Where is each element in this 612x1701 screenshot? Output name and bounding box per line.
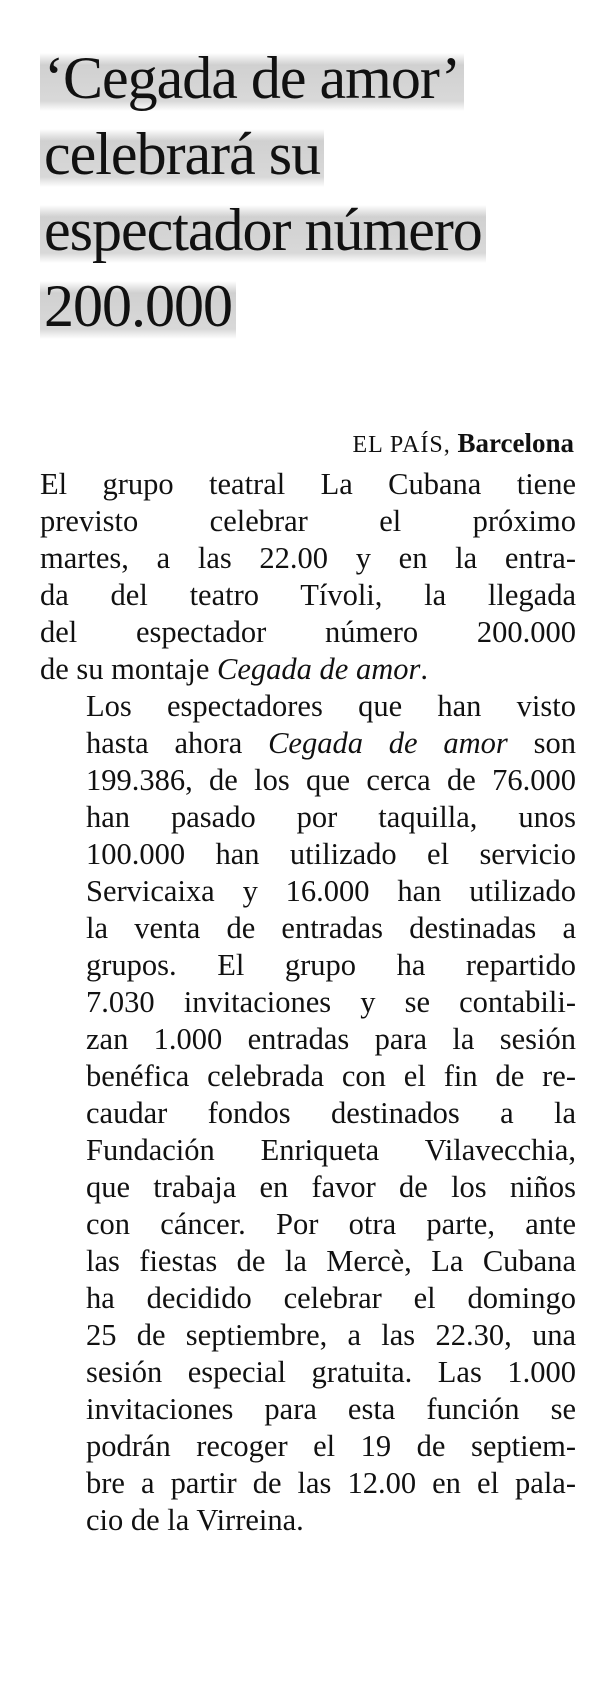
- text-segment: .: [420, 652, 428, 686]
- text-segment: hasta ahora: [86, 726, 269, 760]
- text-line: podrán recoger el 19 de septiem-: [86, 1429, 576, 1463]
- text-segment: de su montaje: [40, 652, 218, 686]
- text-line: [40, 651, 576, 688]
- text-line: sesión especial gratuita. Las 1.000: [86, 1355, 576, 1389]
- text-line: previsto celebrar el próximo: [40, 504, 576, 538]
- headline-line: celebrará su: [40, 116, 560, 192]
- text-line: bre a partir de las 12.00 en el pala-: [86, 1466, 576, 1500]
- text-line: Servicaixa y 16.000 han utilizado: [86, 874, 576, 908]
- article-byline: [353, 426, 575, 462]
- paragraph-2: [40, 688, 576, 1539]
- text-line: grupos. El grupo ha repartido: [86, 948, 576, 982]
- byline-source: EL PAÍS,: [352, 432, 451, 458]
- text-line: que trabaja en favor de los niños: [86, 1170, 576, 1204]
- text-line: ha decidido celebrar el domingo: [86, 1281, 576, 1315]
- text-line: zan 1.000 entradas para la sesión: [86, 1022, 576, 1056]
- article-body: [40, 466, 576, 1539]
- text-line: han pasado por taquilla, unos: [86, 800, 576, 834]
- text-line: 100.000 han utilizado el servicio: [86, 837, 576, 871]
- headline-line: 200.000: [40, 268, 560, 344]
- text-line: da del teatro Tívoli, la llegada: [40, 578, 576, 612]
- text-line: El grupo teatral La Cubana tiene: [40, 467, 576, 501]
- show-title-italic: Cegada de amor: [217, 652, 421, 686]
- text-line: del espectador número 200.000: [40, 615, 576, 649]
- byline-city: Barcelona: [457, 428, 574, 458]
- text-line: invitaciones para esta función se: [86, 1392, 576, 1426]
- text-line: benéfica celebrada con el fin de re-: [86, 1059, 576, 1093]
- text-line: martes, a las 22.00 y en la entra-: [40, 541, 576, 575]
- text-line: las fiestas de la Mercè, La Cubana: [86, 1244, 576, 1278]
- text-line: [40, 725, 576, 762]
- text-line: Los espectadores que han visto: [86, 689, 576, 723]
- text-line: la venta de entradas destinadas a: [86, 911, 576, 945]
- text-line: 7.030 invitaciones y se contabili-: [86, 985, 576, 1019]
- text-line: caudar fondos destinados a la: [86, 1096, 576, 1130]
- text-line: cio de la Virreina.: [86, 1503, 304, 1537]
- text-line: 25 de septiembre, a las 22.30, una: [86, 1318, 576, 1352]
- show-title-italic: Cegada de amor: [268, 726, 508, 760]
- text-line: 199.386, de los que cerca de 76.000: [86, 763, 576, 797]
- article-headline: [40, 40, 560, 344]
- text-line: Fundación Enriqueta Vilavecchia,: [86, 1133, 576, 1167]
- text-line: con cáncer. Por otra parte, ante: [86, 1207, 576, 1241]
- headline-line: ‘Cegada de amor’: [40, 40, 560, 116]
- paragraph-1: [40, 466, 576, 688]
- text-segment: son: [507, 726, 576, 760]
- headline-line: espectador número: [40, 192, 560, 268]
